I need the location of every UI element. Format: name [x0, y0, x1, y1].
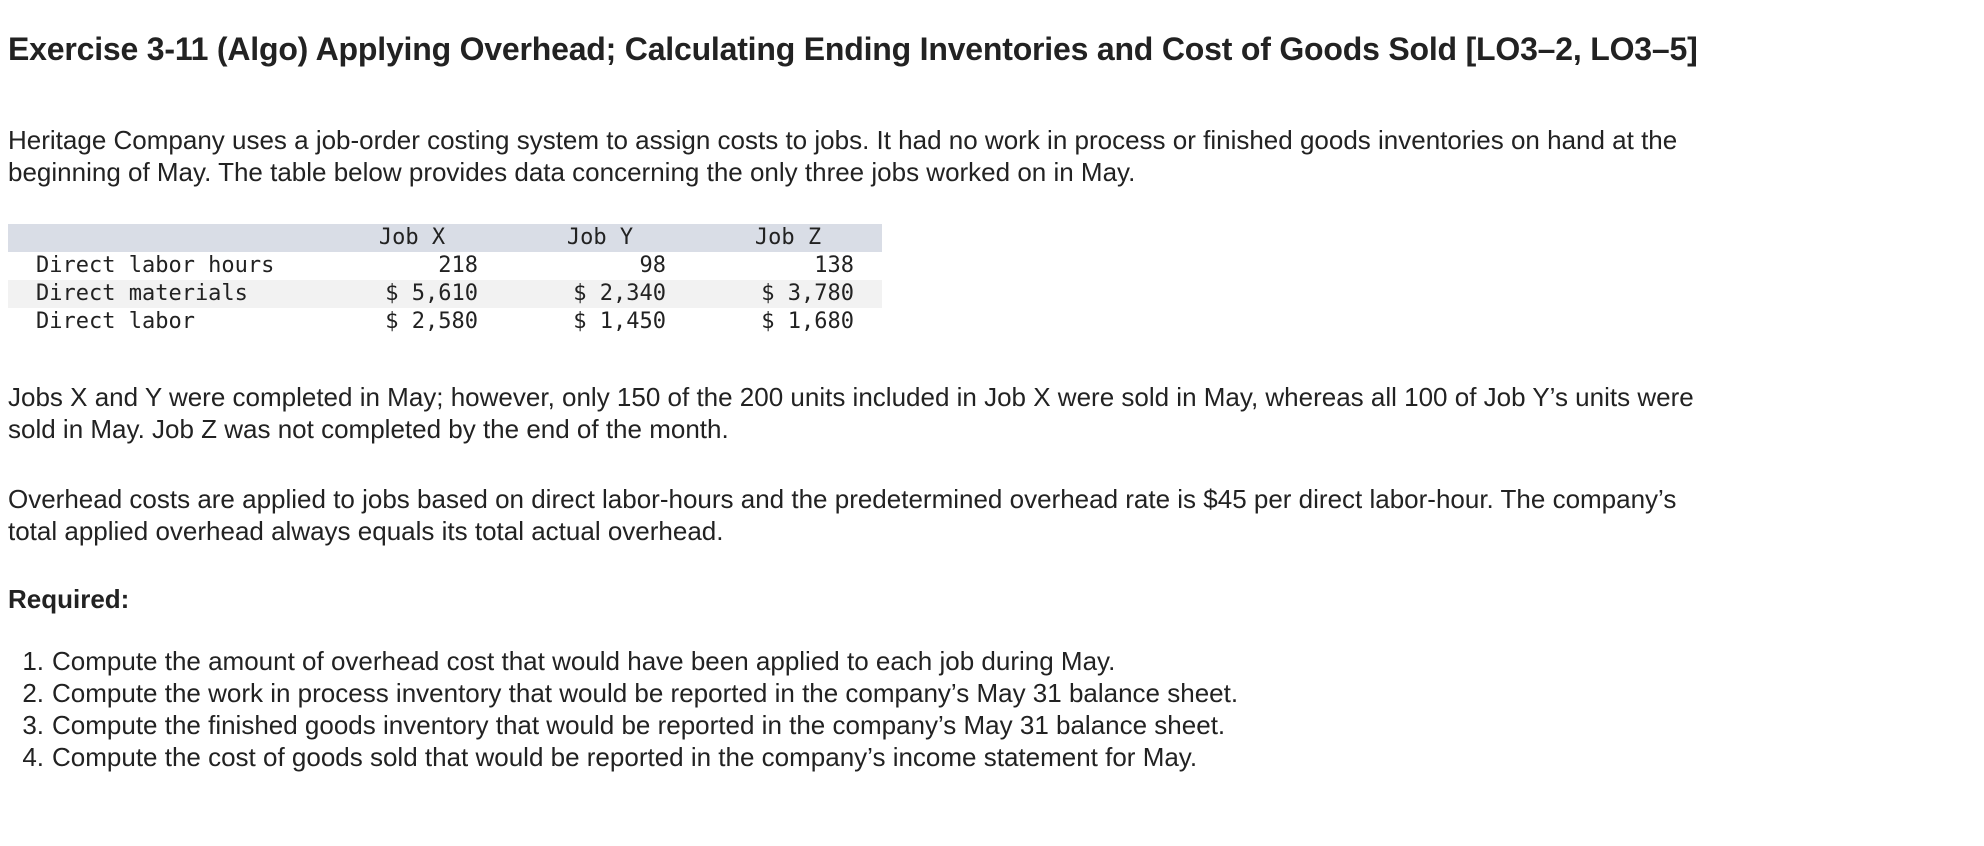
requirements-list — [8, 645, 1728, 773]
row-label: Direct materials — [36, 281, 248, 306]
list-item — [8, 741, 1728, 773]
header-job-y: Job Y — [566, 225, 634, 250]
cell-job-z: 138 — [814, 253, 854, 278]
list-item-number: 2. — [22, 678, 44, 708]
cell-job-z: $ 3,780 — [761, 281, 854, 306]
exercise-page — [8, 30, 1728, 773]
header-job-z: Job Z — [754, 225, 822, 250]
table-row-direct-labor-hours — [8, 252, 882, 280]
header-blank — [8, 224, 318, 252]
list-item — [8, 677, 1728, 709]
required-heading: Required: — [8, 584, 130, 614]
list-item-number: 3. — [22, 710, 44, 740]
list-item-text: Compute the amount of overhead cost that would have been applied to each job during May. — [52, 646, 1116, 676]
cell-job-z: $ 1,680 — [761, 309, 854, 334]
cell-job-x: 218 — [438, 253, 478, 278]
header-job-x: Job X — [378, 225, 446, 250]
table-header-row — [8, 224, 882, 252]
list-item-number: 1. — [22, 646, 44, 676]
list-item-text: Compute the finished goods inventory that would be reported in the company’s May 31 balance sheet. — [52, 710, 1226, 740]
intro-paragraph: Heritage Company uses a job-order costing system to assign costs to jobs. It had no work in process or finished goods inventories on hand at the beginning of May. The table below provides data concerning the only three jobs worked on in May. — [8, 125, 1678, 187]
list-item-text: Compute the work in process inventory that would be reported in the company’s May 31 balance sheet. — [52, 678, 1239, 708]
exercise-title: Exercise 3-11 (Algo) Applying Overhead; Calculating Ending Inventories and Cost of Goods Sold [LO3–2, LO3–5] — [8, 31, 1698, 67]
cell-job-y: 98 — [639, 253, 666, 278]
list-item-text: Compute the cost of goods sold that would be reported in the company’s income statement for May. — [52, 742, 1198, 772]
row-label: Direct labor — [36, 309, 195, 334]
list-item — [8, 645, 1728, 677]
list-item-number: 4. — [22, 742, 44, 772]
table-row-direct-labor — [8, 308, 882, 336]
cell-job-y: $ 2,340 — [573, 281, 666, 306]
table-row-direct-materials — [8, 280, 882, 308]
job-data-table — [8, 224, 882, 336]
row-label: Direct labor hours — [36, 253, 275, 278]
completion-paragraph: Jobs X and Y were completed in May; however, only 150 of the 200 units included in Job X were sold in May, whereas all 100 of Job Y’s units were sold in May. Job Z was not completed by the end of the month. — [8, 382, 1694, 444]
cell-job-x: $ 5,610 — [385, 281, 478, 306]
overhead-paragraph: Overhead costs are applied to jobs based on direct labor-hours and the predetermined overhead rate is $45 per direct labor-hour. The company’s total applied overhead always equals its total actual overhead. — [8, 484, 1677, 546]
cell-job-x: $ 2,580 — [385, 309, 478, 334]
list-item — [8, 709, 1728, 741]
cell-job-y: $ 1,450 — [573, 309, 666, 334]
